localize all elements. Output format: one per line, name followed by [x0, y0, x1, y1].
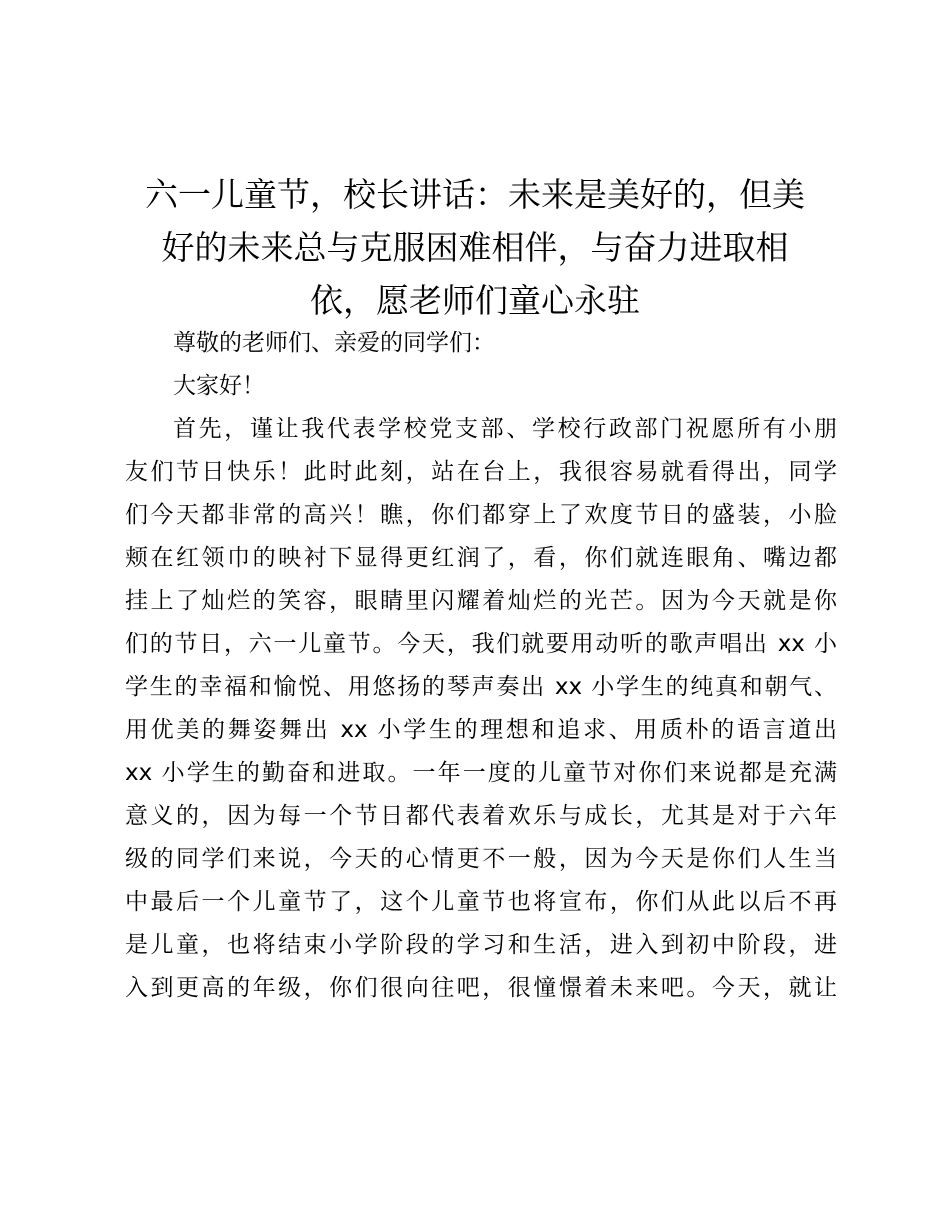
paragraph-line: 学生的幸福和愉悦、用悠扬的琴声奏出 xx 小学生的纯真和朝气、: [125, 674, 837, 700]
paragraph-line: 颊在红领巾的映衬下显得更红润了，看，你们就连眼角、嘴边都: [125, 545, 837, 571]
paragraph-line: 级的同学们来说，今天的心情更不一般，因为今天是你们人生当: [125, 846, 837, 872]
title-line: 依，愿老师们童心永驻: [310, 281, 640, 320]
paragraph-line: xx 小学生的勤奋和进取。一年一度的儿童节对你们来说都是充满: [125, 760, 837, 786]
document-title: [130, 168, 820, 327]
title-line: 好的未来总与克服困难相伴，与奋力进取相: [161, 228, 789, 267]
greeting: 大家好！: [173, 373, 265, 399]
paragraph-line: 友们节日快乐！此时此刻，站在台上，我很容易就看得出，同学: [125, 459, 837, 485]
paragraph-line: 是儿童，也将结束小学阶段的学习和生活，进入到初中阶段，进: [125, 932, 837, 958]
paragraph-line: 意义的，因为每一个节日都代表着欢乐与成长，尤其是对于六年: [125, 803, 837, 829]
document-body: [125, 322, 837, 1010]
paragraph-line: 入到更高的年级，你们很向往吧，很憧憬着未来吧。今天，就让: [125, 975, 837, 1001]
paragraph-line: 用优美的舞姿舞出 xx 小学生的理想和追求、用质朴的语言道出: [125, 717, 837, 743]
paragraph-line: 们今天都非常的高兴！瞧，你们都穿上了欢度节日的盛装，小脸: [125, 502, 837, 528]
paragraph-line: 们的节日，六一儿童节。今天，我们就要用动听的歌声唱出 xx 小: [125, 631, 837, 657]
paragraph-line: 挂上了灿烂的笑容，眼睛里闪耀着灿烂的光芒。因为今天就是你: [125, 588, 837, 614]
paragraph-line: 中最后一个儿童节了，这个儿童节也将宣布，你们从此以后不再: [125, 889, 837, 915]
paragraph-line: 首先，谨让我代表学校党支部、学校行政部门祝愿所有小朋: [173, 416, 837, 442]
salutation: 尊敬的老师们、亲爱的同学们：: [173, 330, 495, 356]
title-line: 六一儿童节，校长讲话：未来是美好的，但美: [145, 175, 805, 214]
body-paragraph: [125, 408, 837, 1010]
